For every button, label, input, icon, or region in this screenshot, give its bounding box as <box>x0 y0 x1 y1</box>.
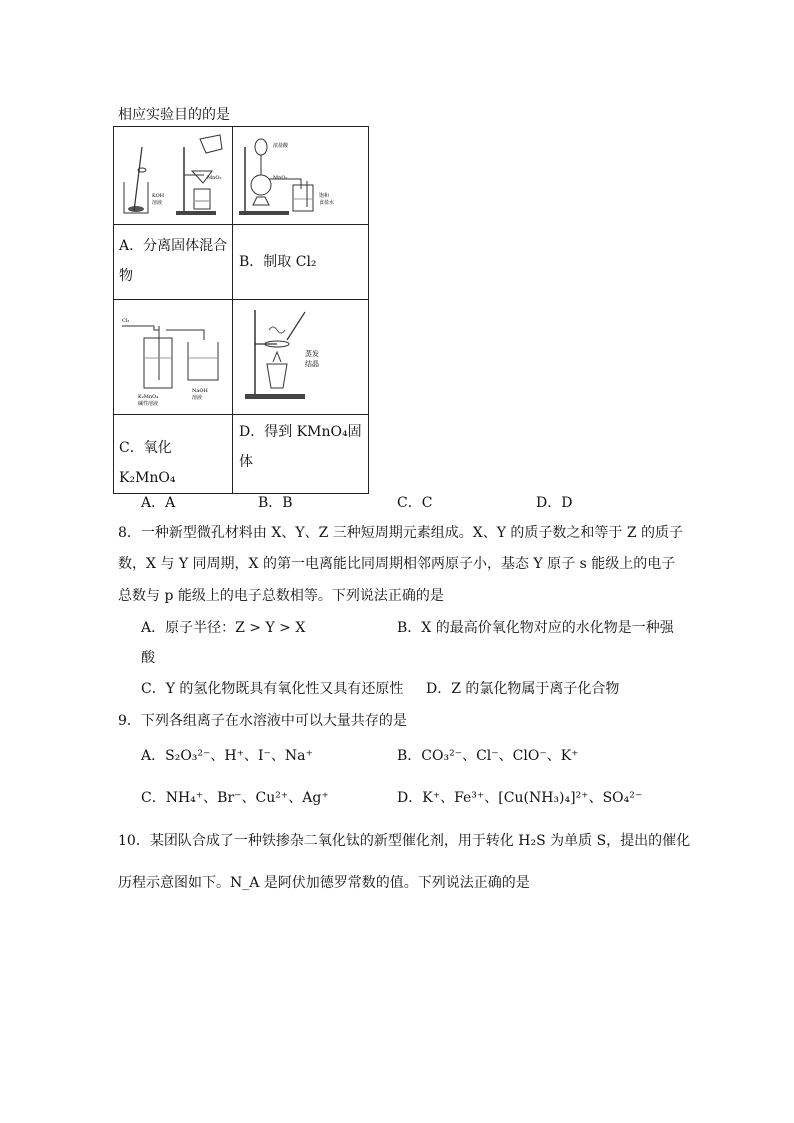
option-b-label: B．制取 Cl₂ <box>239 254 317 270</box>
q8-option-a: A．原子半径：Z > Y > X <box>141 620 306 636</box>
crystallize-label: 结晶 <box>305 360 319 368</box>
oxidation-figure <box>114 300 232 410</box>
evaporate-label: 蒸发 <box>305 350 319 358</box>
q8-option-d: D．Z 的氯化物属于离子化合物 <box>426 681 620 697</box>
q10-stem-1: 10．某团队合成了一种铁掺杂二氧化钛的新型催化剂，用于转化 H₂S 为单质 S，提出的催化 <box>118 833 691 849</box>
cl2-label: Cl₂ <box>122 318 130 324</box>
brine-label: 饱和 <box>319 193 330 199</box>
q8-stem-3: 总数与 p 能级上的电子总数相等。下列说法正确的是 <box>118 588 444 604</box>
q7-option-c: C．C <box>397 495 433 511</box>
option-a-label-2: 物 <box>119 268 133 284</box>
q7-option-a: A．A <box>141 495 176 511</box>
q7-option-b: B．B <box>258 495 293 511</box>
cell-d-label <box>233 415 369 494</box>
q9-option-a: A．S₂O₃²⁻、H⁺、I⁻、Na⁺ <box>141 748 313 764</box>
hcl-label: 浓盐酸 <box>273 143 289 149</box>
filtration-figure <box>114 127 232 220</box>
koh-label: KOH <box>152 193 165 199</box>
figure-d <box>233 300 369 415</box>
option-c-label: C．氧化 K₂MnO₄ <box>119 440 176 486</box>
figure-c <box>114 300 233 415</box>
apparatus-table <box>113 126 369 494</box>
q9-stem: 9．下列各组离子在水溶液中可以大量共存的是 <box>118 713 407 729</box>
evaporation-figure <box>233 300 368 410</box>
k2mno4-label: K₂MnO₄ <box>138 394 159 400</box>
q8-option-c: C．Y 的氢化物既具有氧化性又具有还原性 <box>141 681 404 697</box>
brine-label-2: 食盐水 <box>319 200 335 206</box>
mno2-label-b: MnO₂ <box>273 175 288 181</box>
q8-stem-2: 数，X 与 Y 同周期，X 的第一电离能比同周期相邻两原子小，基态 Y 原子 s 能级上的电子 <box>118 556 676 572</box>
figure-b <box>233 127 369 225</box>
figure-a <box>114 127 233 225</box>
q9-option-d: D．K⁺、Fe³⁺、[Cu(NH₃)₄]²⁺、SO₄²⁻ <box>397 790 643 806</box>
q10-stem-2: 历程示意图如下。N_A 是阿伏加德罗常数的值。下列说法正确的是 <box>118 875 530 891</box>
q9-option-b: B．CO₃²⁻、Cl⁻、ClO⁻、K⁺ <box>397 748 579 764</box>
naoh-label: NaOH <box>192 388 208 394</box>
mno2-label-a: MnO₂ <box>207 175 222 181</box>
q7-option-d: D．D <box>536 495 573 511</box>
cell-a-label <box>114 225 233 300</box>
naoh-label-2: 溶液 <box>192 395 203 401</box>
option-d-label: D．得到 KMnO₄固 <box>239 424 362 440</box>
q8-option-b-2: 酸 <box>141 650 155 666</box>
q8-option-b: B．X 的最高价氧化物对应的水化物是一种强 <box>397 620 674 636</box>
option-a-label: A．分离固体混合 <box>119 238 228 254</box>
intro-text: 相应实验目的的是 <box>118 107 230 123</box>
cell-b-label <box>233 225 369 300</box>
koh-label-2: 溶液 <box>152 200 163 206</box>
chlorine-generator-figure <box>233 127 368 220</box>
alkaline-label: 碱性溶液 <box>138 401 159 407</box>
q8-stem-1: 8．一种新型微孔材料由 X、Y、Z 三种短周期元素组成。X、Y 的质子数之和等于 Z 的质子 <box>118 525 684 541</box>
q9-option-c: C．NH₄⁺、Br⁻、Cu²⁺、Ag⁺ <box>141 790 329 806</box>
option-d-label-2: 体 <box>239 454 253 470</box>
cell-c-label <box>114 415 233 494</box>
